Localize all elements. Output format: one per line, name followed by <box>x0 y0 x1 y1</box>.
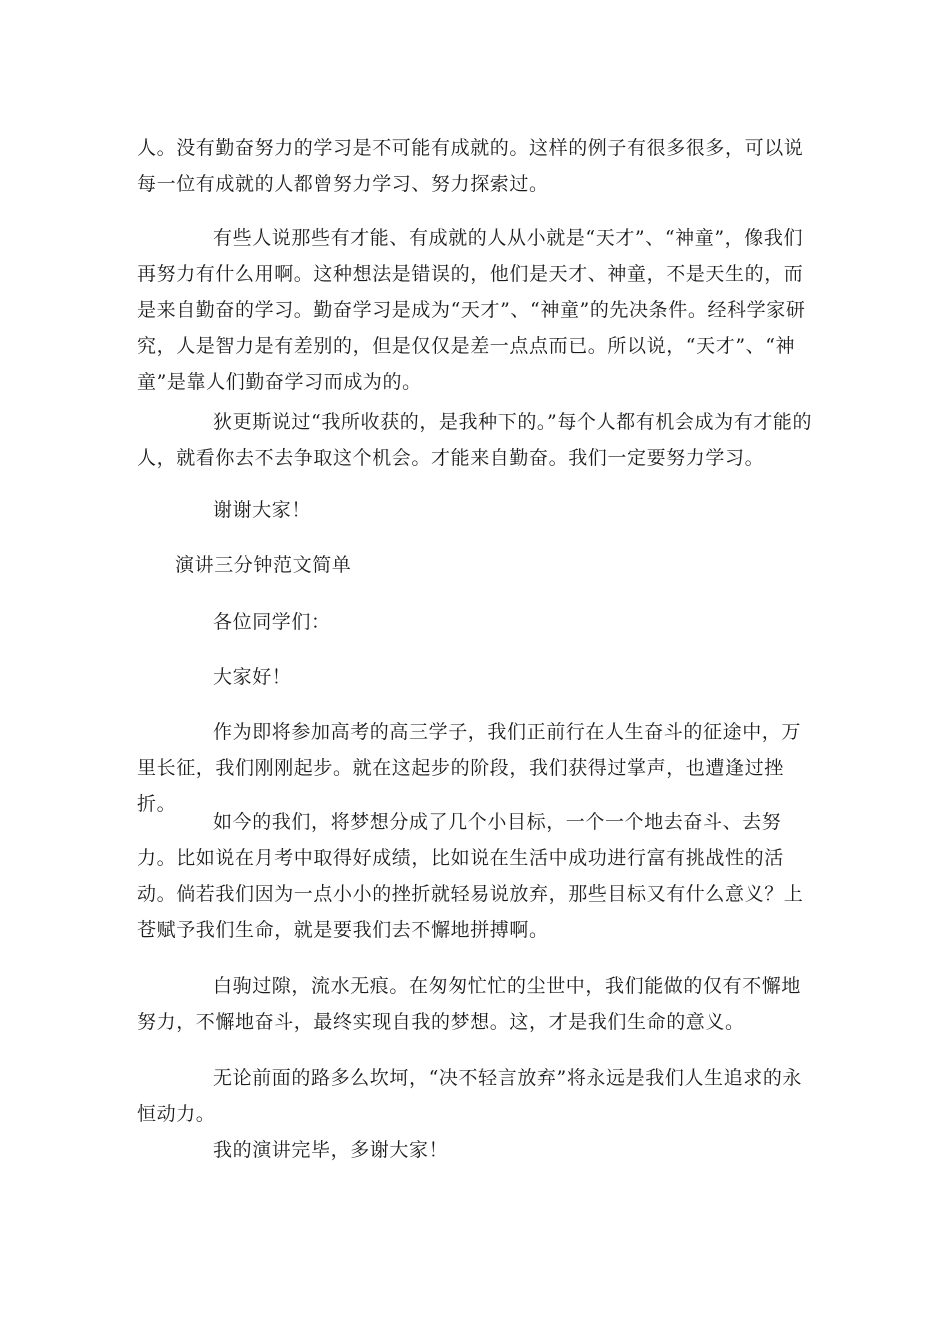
paragraph-goals: 如今的我们，将梦想分成了几个小目标，一个一个地去奋斗、去努力。比如说在月考中取得好成绩，比如说在生活中成功进行富有挑战性的活动。倘若我们因为一点小小的挫折就轻易说放弃，那些目标又有什么意义？上苍赋予我们生命，就是要我们去不懈地拼搏啊。 <box>137 811 804 941</box>
paragraph-greeting: 大家好！ <box>213 666 292 688</box>
section-heading: 演讲三分钟范文简单 <box>175 554 352 576</box>
paragraph-salutation: 各位同学们： <box>213 611 331 633</box>
paragraph-closing: 我的演讲完毕，多谢大家！ <box>213 1139 449 1161</box>
paragraph-exam: 作为即将参加高考的高三学子，我们正前行在人生奋斗的征途中，万里长征，我们刚刚起步。就在这起步的阶段，我们获得过掌声，也遭逢过挫折。 <box>137 721 802 815</box>
paragraph-thanks: 谢谢大家！ <box>213 499 312 521</box>
paragraph-time: 白驹过隙，流水无痕。在匆匆忙忙的尘世中，我们能做的仅有不懈地努力，不懈地奋斗，最终实现自我的梦想。这，才是我们生命的意义。 <box>137 975 802 1033</box>
paragraph-continuation: 人。没有勤奋努力的学习是不可能有成就的。这样的例子有很多很多，可以说每一位有成就的人都曾努力学习、努力探索过。 <box>137 137 804 195</box>
paragraph-dickens: 狄更斯说过“我所收获的，是我种下的。”每个人都有机会成为有才能的人，就看你去不去争取这个机会。才能来自勤奋。我们一定要努力学习。 <box>137 411 813 469</box>
paragraph-perseverance: 无论前面的路多么坎坷，“决不轻言放弃”将永远是我们人生追求的永恒动力。 <box>137 1067 803 1125</box>
paragraph-talent: 有些人说那些有才能、有成就的人从小就是“天才”、“神童”，像我们再努力有什么用啊。这种想法是错误的，他们是天才、神童，不是天生的，而是来自勤奋的学习。勤奋学习是成为“天才”、“神童”的先决条件。经科学家研究，人是智力是有差别的，但是仅仅是差一点点而已。所以说，“天才”、“神童”是靠人们勤奋学习而成为的。 <box>137 227 806 393</box>
